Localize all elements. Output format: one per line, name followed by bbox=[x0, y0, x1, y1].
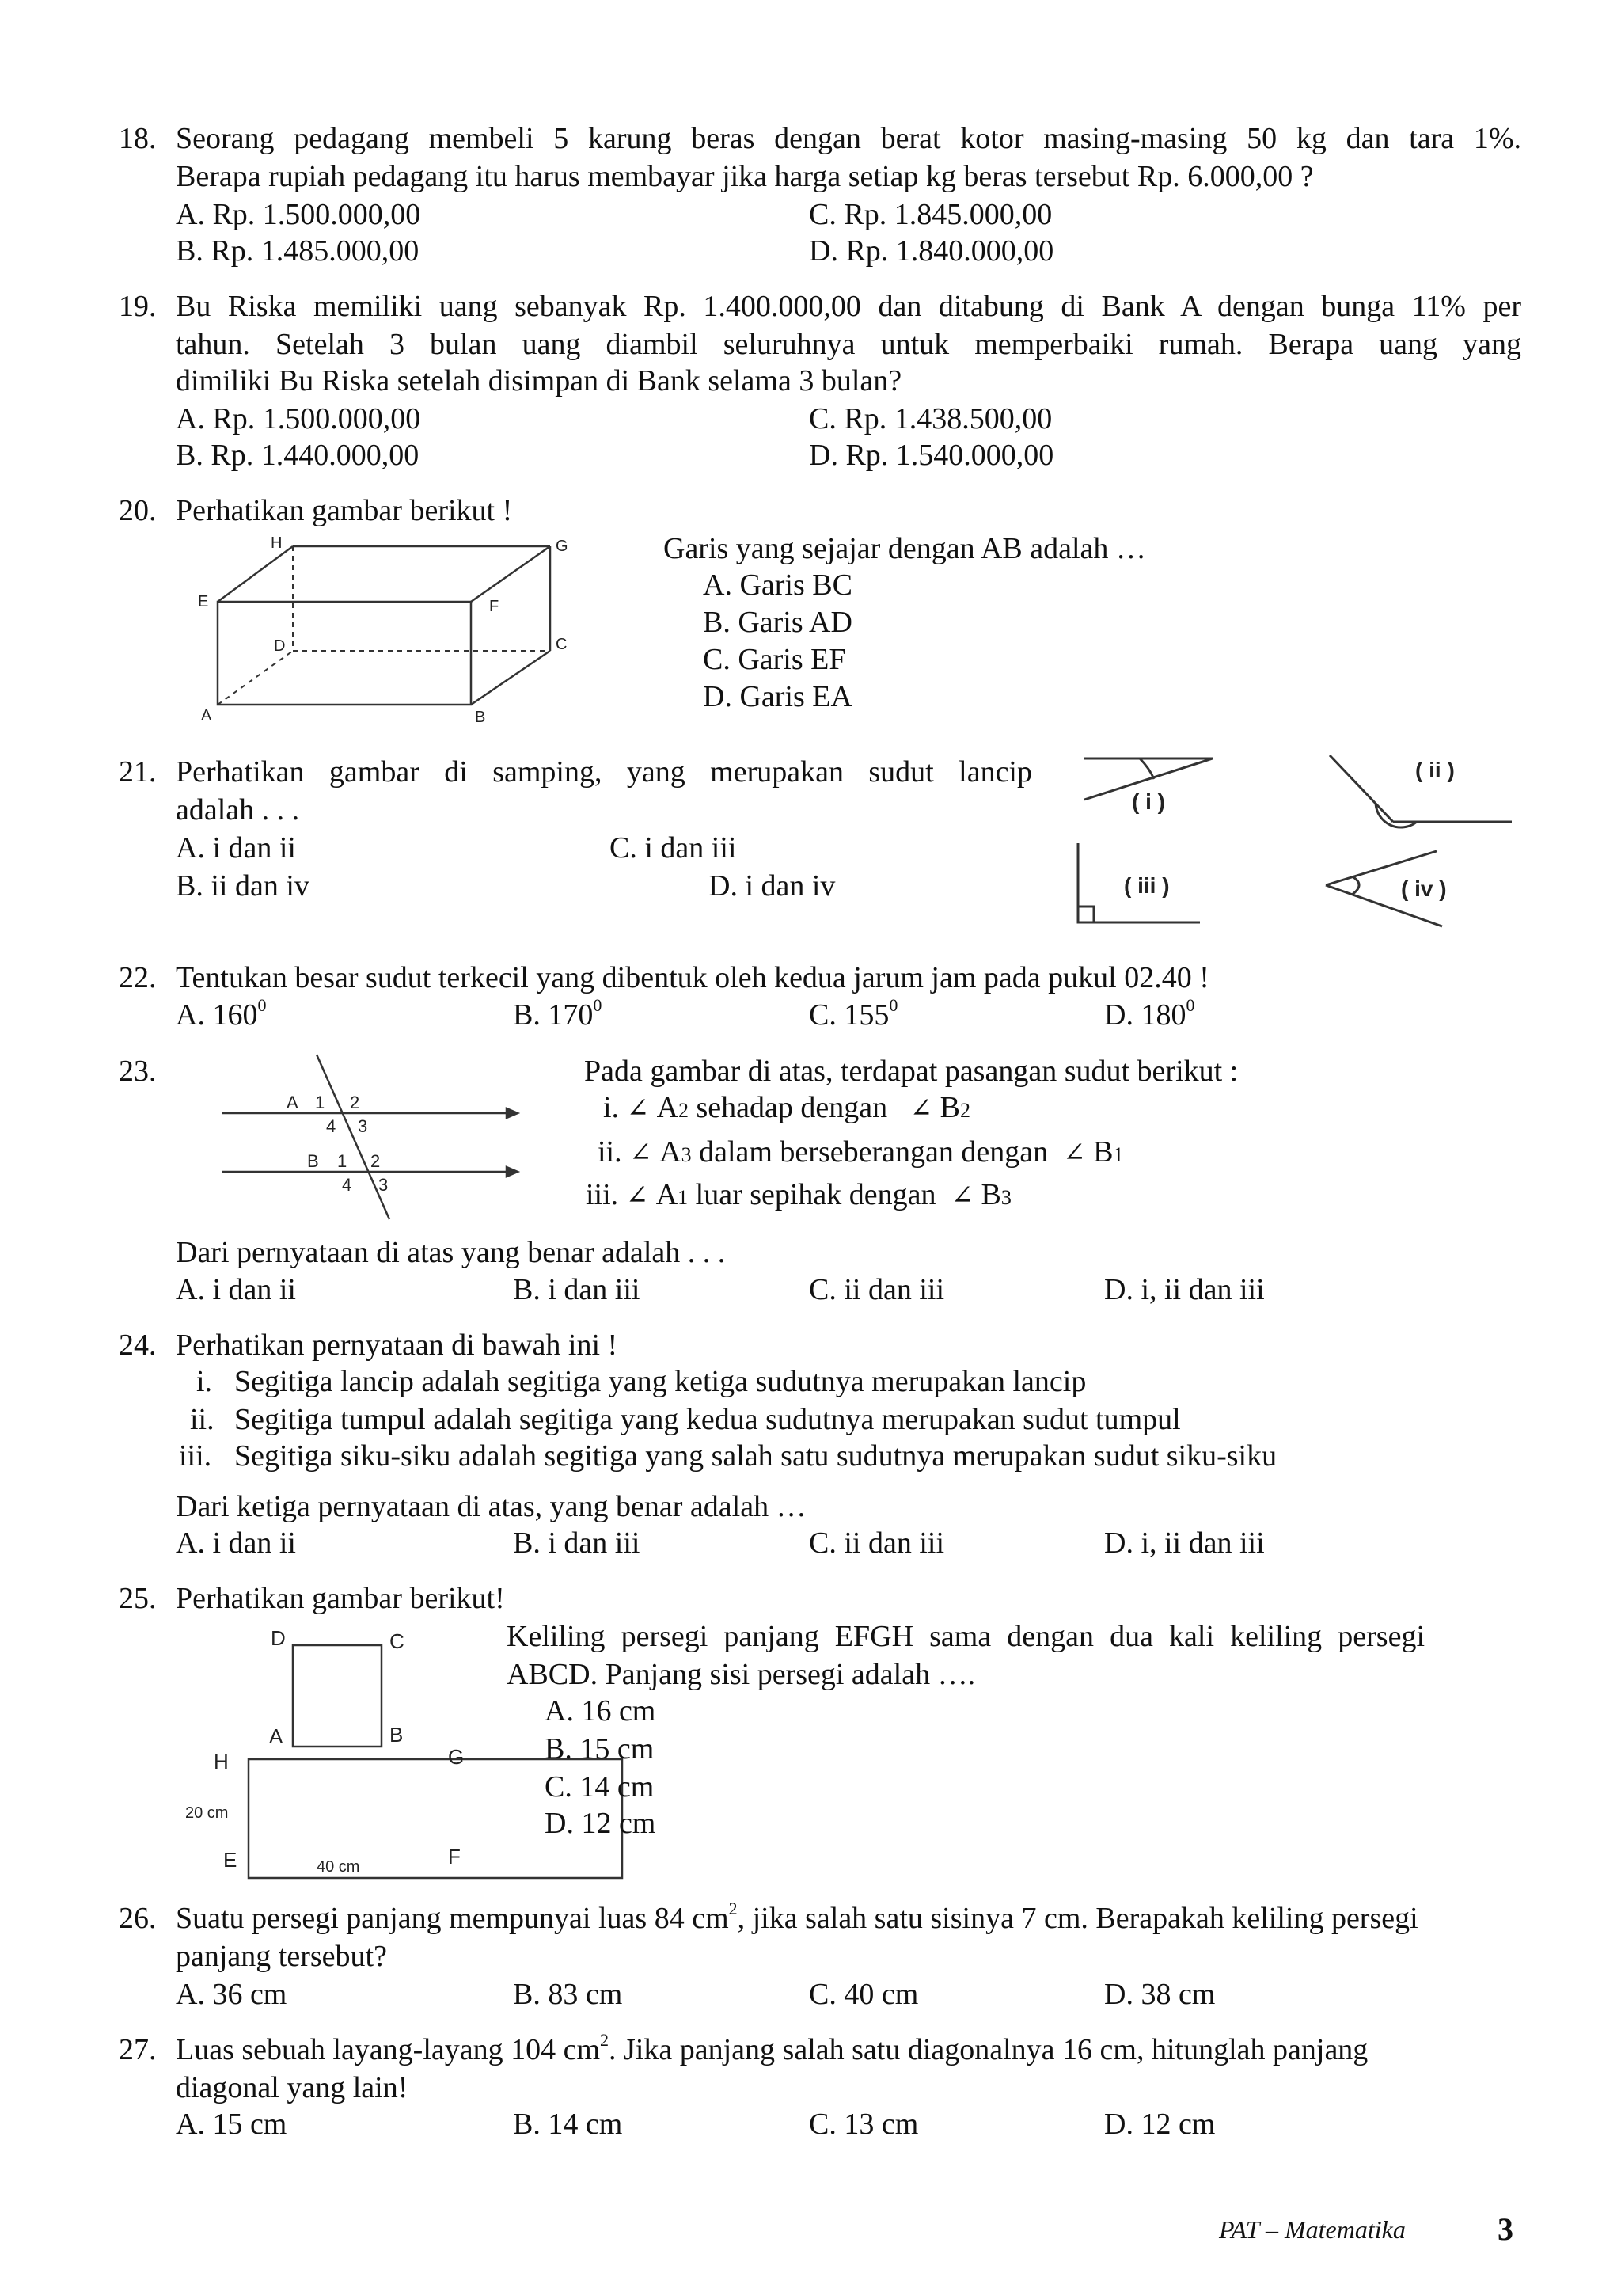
q25-label-g: G bbox=[448, 1745, 465, 1769]
q23-label-a3: 3 bbox=[358, 1116, 368, 1136]
q21-option-c: C. i dan iii bbox=[609, 831, 737, 865]
q26-option-b: B. 83 cm bbox=[513, 1978, 623, 2011]
q24-option-a: A. i dan ii bbox=[176, 1526, 296, 1560]
q20-option-c: C. Garis EF bbox=[703, 643, 846, 676]
footer-label: PAT – Matematika bbox=[1219, 2215, 1406, 2244]
q19-text-line3: dimiliki Bu Riska setelah disimpan di Bank selama 3 bulan? bbox=[176, 364, 902, 397]
q18-text-line1: Seorang pedagang membeli 5 karung beras dengan berat kotor masing-masing 50 kg dan tara 1%. bbox=[176, 122, 1521, 155]
q27-option-c: C. 13 cm bbox=[809, 2108, 919, 2141]
q21-angles-figure bbox=[1061, 744, 1520, 934]
q20-option-a: A. Garis BC bbox=[703, 568, 852, 602]
q25-option-d: D. 12 cm bbox=[545, 1807, 656, 1840]
q21-text-line1: Perhatikan gambar di samping, yang merupakan sudut lancip bbox=[176, 755, 1032, 789]
q23-option-a: A. i dan ii bbox=[176, 1273, 296, 1306]
q21-option-a: A. i dan ii bbox=[176, 831, 296, 865]
q27-option-b: B. 14 cm bbox=[513, 2108, 623, 2141]
q19-number: 19. bbox=[119, 290, 157, 323]
q24-statement-1-num: i. bbox=[196, 1365, 213, 1398]
q20-label-a: A bbox=[201, 707, 212, 724]
q25-prompt: Perhatikan gambar berikut! bbox=[176, 1582, 505, 1615]
q23-label-a: A bbox=[287, 1093, 298, 1112]
q22-text-line1: Tentukan besar sudut terkecil yang dibentuk oleh kedua jarum jam pada pukul 02.40 ! bbox=[176, 961, 1209, 994]
q26-number: 26. bbox=[119, 1902, 157, 1935]
q24-question: Dari ketiga pernyataan di atas, yang benar adalah … bbox=[176, 1490, 807, 1523]
q25-label-side: 20 cm bbox=[185, 1804, 229, 1822]
q25-option-b: B. 15 cm bbox=[545, 1732, 655, 1766]
q20-cuboid-figure bbox=[190, 532, 586, 730]
q25-option-a: A. 16 cm bbox=[545, 1694, 656, 1728]
q21-option-b: B. ii dan iv bbox=[176, 869, 309, 903]
q22-option-d: D. $180^0$ bbox=[1104, 995, 1195, 1032]
q21-option-d: D. i dan iv bbox=[708, 869, 836, 903]
q19-text-line1: Bu Riska memiliki uang sebanyak Rp. 1.400.000,00 dan ditabung di Bank A dengan bunga 11% per bbox=[176, 290, 1521, 323]
q20-label-e: E bbox=[198, 593, 209, 610]
q20-label-f: F bbox=[489, 598, 499, 615]
q27-option-a: A. 15 cm bbox=[176, 2108, 287, 2141]
q25-label-h: H bbox=[214, 1750, 229, 1773]
q19-option-b: B. Rp. 1.440.000,00 bbox=[176, 439, 419, 472]
q21-label-i: ( i ) bbox=[1132, 789, 1165, 814]
q20-number: 20. bbox=[119, 494, 157, 527]
q25-text-line1: Keliling persegi panjang EFGH sama dengan dua kali keliling persegi bbox=[507, 1620, 1425, 1653]
q20-option-b: B. Garis AD bbox=[703, 606, 852, 639]
q22-option-a: A. $160^0$ bbox=[176, 995, 267, 1032]
q23-label-b2: 2 bbox=[370, 1151, 381, 1171]
q23-statement-2: ii. ∠ A3 dalam berseberangan dengan ∠ B1 bbox=[598, 1135, 1124, 1169]
q21-label-iii: ( iii ) bbox=[1124, 873, 1170, 898]
q23-transversal-figure bbox=[214, 1053, 530, 1227]
q23-label-b3: 3 bbox=[378, 1175, 389, 1195]
q19-option-d: D. Rp. 1.540.000,00 bbox=[809, 439, 1054, 472]
q27-text-line2: diagonal yang lain! bbox=[176, 2071, 408, 2104]
q23-intro: Pada gambar di atas, terdapat pasangan sudut berikut : bbox=[584, 1055, 1239, 1088]
q20-prompt: Perhatikan gambar berikut ! bbox=[176, 494, 513, 527]
q21-label-ii: ( ii ) bbox=[1415, 758, 1455, 782]
q18-option-c: C. Rp. 1.845.000,00 bbox=[809, 198, 1053, 231]
q20-label-g: G bbox=[556, 538, 568, 555]
q25-label-d: D bbox=[271, 1626, 286, 1650]
q25-option-c: C. 14 cm bbox=[545, 1770, 655, 1804]
q24-number: 24. bbox=[119, 1329, 157, 1362]
q21-text-line2: adalah . . . bbox=[176, 793, 300, 827]
q24-statement-2: Segitiga tumpul adalah segitiga yang kedua sudutnya merupakan sudut tumpul bbox=[234, 1403, 1181, 1436]
q20-label-b: B bbox=[475, 709, 486, 726]
q22-option-c: C. $155^0$ bbox=[809, 995, 898, 1032]
q23-statement-3: iii. ∠ A1 luar sepihak dengan ∠ B3 bbox=[586, 1178, 1012, 1211]
q20-label-c: C bbox=[556, 636, 568, 653]
q26-text-line1: Suatu persegi panjang mempunyai luas 84 $cm^2$, jika salah satu sisinya 7 cm. Berapakah keliling persegi bbox=[176, 1899, 1418, 1935]
q22-number: 22. bbox=[119, 961, 157, 994]
q20-label-h: H bbox=[271, 534, 283, 552]
q22-option-b: B. $170^0$ bbox=[513, 995, 602, 1032]
q23-label-b1: 1 bbox=[337, 1151, 347, 1171]
q25-label-c: C bbox=[389, 1629, 404, 1653]
q25-label-b: B bbox=[389, 1723, 404, 1747]
q23-option-c: C. ii dan iii bbox=[809, 1273, 944, 1306]
q25-label-a: A bbox=[269, 1724, 283, 1748]
q26-option-c: C. 40 cm bbox=[809, 1978, 919, 2011]
q25-label-e: E bbox=[223, 1848, 237, 1872]
q25-label-f: F bbox=[448, 1845, 461, 1868]
q25-rectangles-figure bbox=[182, 1623, 499, 1876]
q26-text-line2: panjang tersebut? bbox=[176, 1940, 387, 1973]
q21-label-iv: ( iv ) bbox=[1401, 876, 1447, 901]
q27-text-line1: Luas sebuah layang-layang 104 $cm^2$. Jika panjang salah satu diagonalnya 16 cm, hitunglah panjang bbox=[176, 2030, 1369, 2066]
q24-option-c: C. ii dan iii bbox=[809, 1526, 944, 1560]
q19-option-c: C. Rp. 1.438.500,00 bbox=[809, 402, 1053, 435]
q20-option-d: D. Garis EA bbox=[703, 680, 852, 713]
q23-label-b4: 4 bbox=[342, 1175, 352, 1195]
q24-statement-1: Segitiga lancip adalah segitiga yang ketiga sudutnya merupakan lancip bbox=[234, 1365, 1087, 1398]
q26-option-d: D. 38 cm bbox=[1104, 1978, 1216, 2011]
q19-option-a: A. Rp. 1.500.000,00 bbox=[176, 402, 421, 435]
q24-statement-3: Segitiga siku-siku adalah segitiga yang salah satu sudutnya merupakan sudut siku-siku bbox=[234, 1439, 1277, 1473]
q18-option-d: D. Rp. 1.840.000,00 bbox=[809, 234, 1054, 268]
q23-statement-1: i. ∠ A2 sehadap dengan ∠ B2 bbox=[603, 1091, 970, 1124]
q19-text-line2: tahun. Setelah 3 bulan uang diambil seluruhnya untuk memperbaiki rumah. Berapa uang yang bbox=[176, 328, 1521, 361]
q24-option-d: D. i, ii dan iii bbox=[1104, 1526, 1265, 1560]
q18-text-line2: Berapa rupiah pedagang itu harus membayar jika harga setiap kg beras tersebut Rp. 6.000,00 ? bbox=[176, 160, 1314, 193]
q23-number: 23. bbox=[119, 1055, 157, 1088]
q26-option-a: A. 36 cm bbox=[176, 1978, 287, 2011]
q24-statement-3-num: iii. bbox=[179, 1439, 212, 1473]
q20-label-d: D bbox=[274, 637, 286, 655]
q23-label-a1: 1 bbox=[315, 1093, 325, 1112]
q23-label-a4: 4 bbox=[326, 1116, 336, 1136]
q23-label-b: B bbox=[307, 1151, 319, 1171]
q20-question: Garis yang sejajar dengan AB adalah … bbox=[663, 532, 1146, 565]
page-number: 3 bbox=[1498, 2211, 1513, 2247]
q25-number: 25. bbox=[119, 1582, 157, 1615]
q18-option-b: B. Rp. 1.485.000,00 bbox=[176, 234, 419, 268]
q25-label-bottom: 40 cm bbox=[317, 1858, 360, 1876]
q23-option-b: B. i dan iii bbox=[513, 1273, 640, 1306]
q27-number: 27. bbox=[119, 2033, 157, 2066]
q18-option-a: A. Rp. 1.500.000,00 bbox=[176, 198, 421, 231]
q23-question: Dari pernyataan di atas yang benar adalah . . . bbox=[176, 1236, 726, 1269]
q27-option-d: D. 12 cm bbox=[1104, 2108, 1216, 2141]
q23-option-d: D. i, ii dan iii bbox=[1104, 1273, 1265, 1306]
q18-number: 18. bbox=[119, 122, 157, 155]
q21-number: 21. bbox=[119, 755, 157, 789]
q24-prompt: Perhatikan pernyataan di bawah ini ! bbox=[176, 1329, 618, 1362]
q24-option-b: B. i dan iii bbox=[513, 1526, 640, 1560]
q23-label-a2: 2 bbox=[350, 1093, 360, 1112]
q25-text-line2: ABCD. Panjang sisi persegi adalah …. bbox=[507, 1658, 976, 1691]
q24-statement-2-num: ii. bbox=[190, 1403, 214, 1436]
